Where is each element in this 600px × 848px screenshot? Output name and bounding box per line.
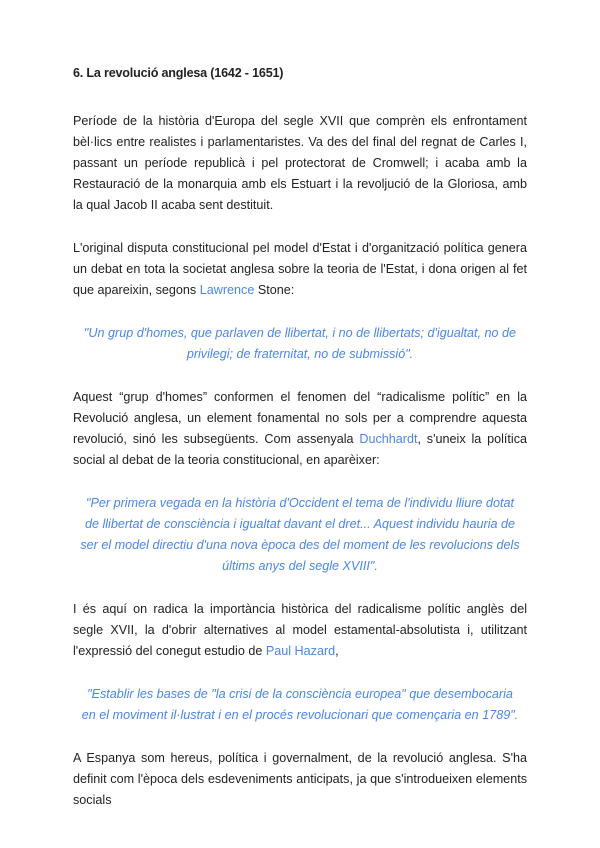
paragraph-radicalism bbox=[73, 387, 527, 471]
link-duchhardt[interactable]: Duchhardt bbox=[359, 432, 418, 446]
paragraph-spain: A Espanya som hereus, política i governalment, de la revolució anglesa. S'ha definit com l'època dels esdeveniments anticipats, ja que s'introdueixen elements socials bbox=[73, 751, 527, 807]
quote-hazard: "Establir les bases de "la crisi de la consciència europea" que desembocaria en el moviment il·lustrat i en el procés revolucionari que començaria en 1789". bbox=[81, 687, 519, 722]
document-page bbox=[73, 63, 527, 833]
paragraph-importance bbox=[73, 599, 527, 662]
quote-duchhardt: "Per primera vegada en la història d'Occident el tema de l'individu lliure dotat de llibertat de consciència i igualtat davant el dret... Aquest individu hauria de ser el model directiu d'una nova època des del moment de les revolucions dels últims anys del segle XVIII". bbox=[80, 496, 520, 573]
paragraph-intro: Període de la història d'Europa del segle XVII que comprèn els enfrontament bèl·lics entre realistes i parlamentaristes. Va des del final del regnat de Carles I, passant un període republicà i pel protectorat de Cromwell; i acaba amb la Restauració de la monarquia amb els Estuart i la revoljució de la Gloriosa, amb la qual Jacob II acaba sent destituit. bbox=[73, 114, 527, 212]
paragraph-dispute bbox=[73, 238, 527, 301]
text-segment: Aquest “grup d'homes” conformen el fenomen del “radicalisme polític” en la Revolució anglesa, un element fonamental no sols per a comprendre aquesta revolució, sinó les subsegüents. Com assenyala bbox=[73, 390, 527, 446]
link-lawrence[interactable]: Lawrence bbox=[199, 283, 255, 297]
section-title: 6. La revolució anglesa (1642 - 1651) bbox=[73, 66, 284, 80]
text-segment: Stone: bbox=[254, 283, 295, 297]
quote-stone: "Un grup d'homes, que parlaven de llibertat, i no de llibertats; d'igualtat, no de privilegi; de fraternitat, no de submissió". bbox=[83, 326, 517, 361]
text-segment: L'original disputa constitucional pel model d'Estat i d'organització política genera un debat en tota la societat anglesa sobre la teoria de l'Estat, i dona origen al fet que apareixin, segons bbox=[73, 241, 527, 297]
text-segment: I és aquí on radica la importància històrica del radicalisme polític anglès del segle XVII, la d'obrir alternatives al model estamental-absolutista i, utilitzant l'expressió del conegut estudio de bbox=[73, 602, 527, 658]
text-segment: , bbox=[335, 644, 339, 658]
link-paul-hazard[interactable]: Paul Hazard bbox=[265, 644, 336, 658]
text-segment: , s'uneix la política social al debat de la teoria constitucional, en aparèixer: bbox=[73, 432, 527, 467]
